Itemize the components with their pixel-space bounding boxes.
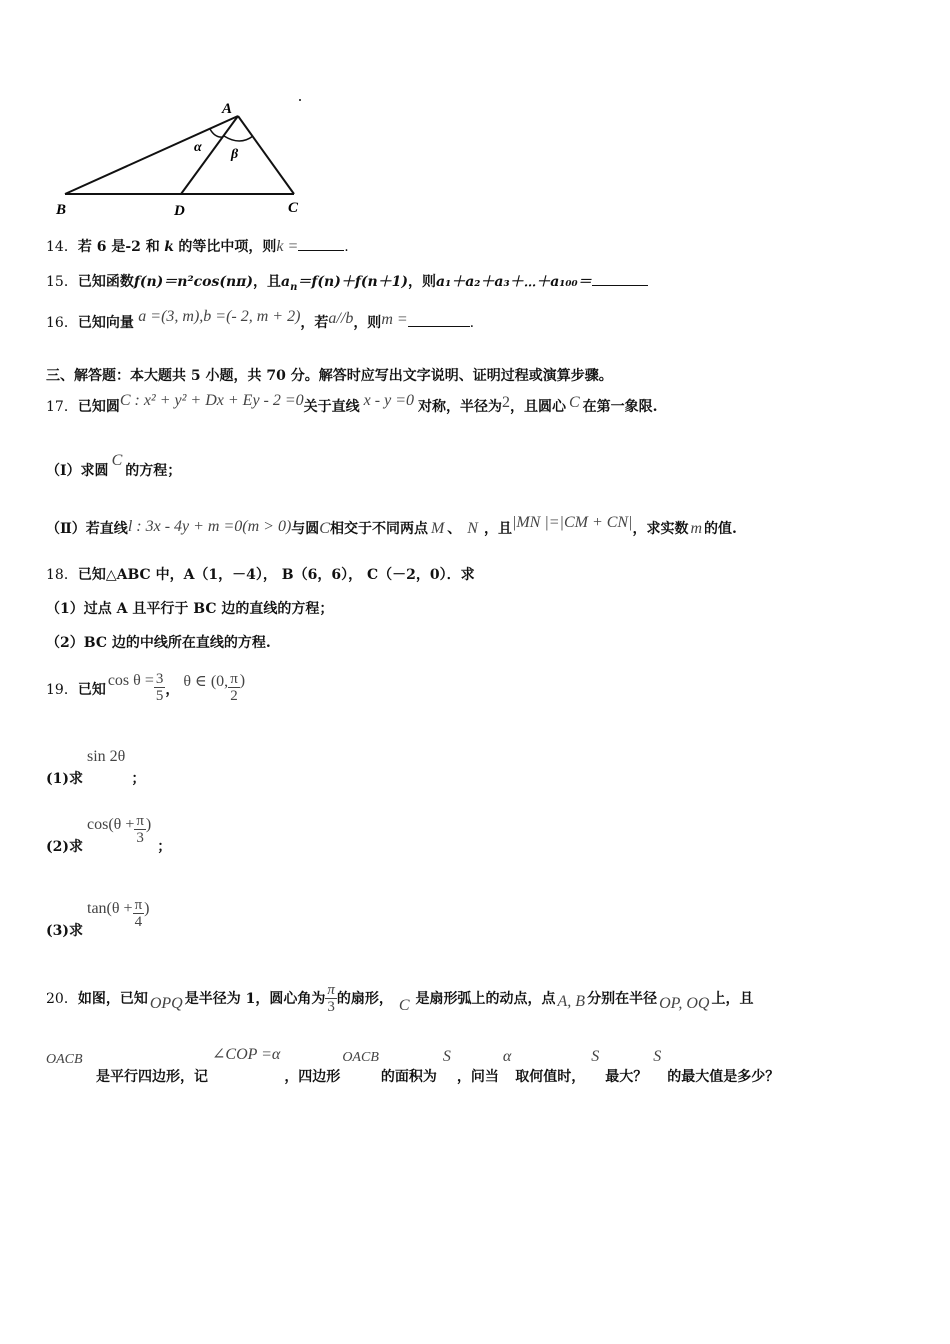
q20-t9: 的面积为 (380, 1069, 437, 1085)
q17-math-line: x - y =0 (363, 392, 414, 409)
q17-math-radius: 2 (502, 394, 510, 411)
q20-t10: ，问当 (456, 1069, 499, 1085)
q19-p1-end: ； (131, 771, 146, 787)
angle-beta-arc (224, 136, 253, 141)
q20-m1: OPQ (149, 995, 183, 1012)
q18-number: 18． (46, 567, 78, 583)
q16-number: 16． (46, 315, 78, 331)
q20-t5: 分别在半径 (587, 991, 658, 1007)
q20-line2-wrap (46, 1050, 96, 1086)
q17-p2-math-c: C (319, 520, 330, 537)
q20-t11: 取何值时， (515, 1069, 586, 1085)
label-d: D (174, 203, 185, 219)
question-19-part3 (46, 894, 149, 940)
q15-func: f(n)＝n²cos(nπ) (133, 274, 254, 290)
q19-comma: ， (165, 682, 180, 698)
q17-p2-math-abs: |MN |=|CM + CN| (511, 514, 633, 531)
q19-p3-label: (3)求 (46, 923, 83, 939)
q19-p2-frac (134, 813, 146, 846)
q20-m4: OP, OQ (659, 995, 710, 1012)
q14-number: 14． (46, 239, 78, 255)
q16-text1: 已知向量 (77, 315, 134, 331)
q19-p2-end: ； (157, 839, 172, 855)
q17-text5: 在第一象限. (582, 399, 658, 415)
question-18-part1: （1）过点 A 且平行于 BC 边的直线的方程； (46, 601, 334, 617)
question-15 (46, 271, 648, 293)
question-20-line2 (46, 1046, 779, 1086)
q20-m5: OACB (46, 1052, 83, 1067)
side-ac (238, 116, 294, 194)
angle-alpha-arc (210, 129, 223, 137)
q17-p2-text5: ，求实数 (632, 521, 689, 537)
q19-p1-label: (1)求 (46, 771, 83, 787)
q17-p1-label: （Ⅰ）求圆 (46, 463, 109, 479)
q17-p2-text1: 与圆 (291, 521, 320, 537)
q19-close: ) (239, 672, 246, 689)
q19-pi: π (230, 670, 238, 687)
q20-t1: 如图，已知 (77, 991, 148, 1007)
q19-p3-close: ) (144, 900, 150, 917)
triangle-figure (50, 90, 340, 220)
q20-m8: S (442, 1048, 451, 1065)
q17-text4: ，且圆心 (510, 399, 566, 415)
question-19 (46, 666, 245, 712)
q19-p2-label: (2)求 (46, 839, 83, 855)
q20-m3: A, B (557, 993, 586, 1010)
question-18 (46, 564, 475, 584)
q20-t4: 是扇形弧上的动点，点 (415, 991, 556, 1007)
q20-m7: OACB (342, 1050, 379, 1065)
question-18-part2: （2）BC 边的中线所在直线的方程. (46, 635, 271, 651)
segment-ad (181, 116, 238, 194)
q19-two: 2 (230, 687, 238, 704)
question-20 (46, 976, 753, 1020)
q17-p2-math-n: N (467, 520, 478, 537)
side-ab (65, 116, 238, 194)
q15-number: 15． (46, 274, 78, 290)
q17-number: 17． (46, 399, 78, 415)
label-a: A (222, 101, 233, 117)
q16-math-parallel: a//b (328, 310, 354, 327)
q20-t6: 上，且 (711, 991, 754, 1007)
q20-den: 3 (327, 998, 335, 1015)
q15-text1: 已知函数 (77, 274, 134, 290)
q19-frac-3-5 (154, 671, 166, 704)
label-alpha: α (194, 140, 202, 155)
q16-text3: ，则 (353, 315, 382, 331)
q19-p3-frac (133, 897, 145, 930)
q20-t12: 最大？ (605, 1069, 648, 1085)
q20-m9: α (502, 1048, 512, 1065)
q20-pi: π (327, 981, 335, 998)
q17-p1-math: C (111, 452, 123, 469)
stray-dot (299, 99, 301, 101)
q17-p2-text6: 的值. (704, 521, 737, 537)
question-16 (46, 308, 475, 332)
q16-math-vectors: a =(3, m),b =(- 2, m + 2) (138, 308, 301, 325)
q20-t7: 是平行四边形，记 (96, 1069, 208, 1085)
q17-p2-math-m2: m (690, 520, 703, 537)
q19-p1-math: sin 2θ (87, 748, 126, 765)
q20-t8: ，四边形 (284, 1069, 341, 1085)
q20-t13: 的最大值是多少？ (667, 1069, 780, 1085)
q15-an: a (281, 274, 291, 290)
q20-number: 20． (46, 991, 78, 1007)
q14-text1: 若 6 是-2 和 (77, 239, 160, 255)
q15-an-sub: n (290, 281, 298, 293)
q17-text1: 已知圆 (77, 399, 120, 415)
q19-cos: cos θ = (107, 672, 154, 689)
q20-m11: S (653, 1048, 662, 1065)
q17-p2-math-line: l : 3x - 4y + m =0(m > 0) (127, 518, 292, 535)
question-19-part1 (46, 748, 145, 788)
q20-t3: 的扇形， (336, 991, 393, 1007)
q15-an-def: ＝f(n)＋f(n＋1) (297, 274, 409, 290)
q15-text2: ，且 (253, 274, 282, 290)
question-17-part1 (46, 452, 182, 480)
section-3-title: 三、解答题：本大题共 5 小题，共 70 分。解答时应写出文字说明、证明过程或演算步骤。 (46, 368, 613, 384)
q19-frac-pi-2 (228, 671, 240, 704)
q19-p2-close: ) (145, 816, 152, 833)
q15-sum: a₁＋a₂＋a₃＋⋯＋a₁₀₀＝ (436, 274, 592, 290)
question-17 (46, 392, 658, 416)
q19-p2-pi: π (136, 813, 144, 829)
question-19-part2 (46, 810, 171, 856)
q17-text3: 对称，半径为 (418, 399, 502, 415)
q19-frac-den: 5 (155, 687, 164, 704)
label-b: B (56, 202, 67, 218)
q17-math-circle: C : x² + y² + Dx + Ey - 2 =0 (119, 392, 304, 409)
q19-number: 19． (46, 682, 78, 698)
q16-math-m: m = (381, 311, 408, 328)
q14-k: k (164, 239, 174, 255)
q19-p2-den: 3 (136, 830, 144, 846)
q19-p3-den: 4 (134, 914, 143, 930)
q14-end: . (344, 239, 349, 255)
q17-p2-text4: ，且 (483, 521, 512, 537)
q14-answer-blank[interactable] (298, 238, 344, 251)
q17-text2: 关于直线 (303, 399, 360, 415)
q17-p1-text: 的方程； (125, 463, 182, 479)
q20-m6: ∠COP =α (212, 1046, 281, 1063)
question-17-part2 (46, 514, 737, 538)
q19-theta: θ ∈ (0, (183, 673, 229, 690)
q18-text: 已知△ABC 中，A（1，－4）， B（6，6）， C（－2，0）．求 (77, 567, 475, 583)
q20-m2: C (398, 997, 410, 1014)
q19-text: 已知 (77, 682, 106, 698)
q17-p2-text2: 相交于不同两点 (329, 521, 428, 537)
q14-text2: 的等比中项，则 (178, 239, 277, 255)
label-beta: β (231, 147, 239, 162)
q17-p2-text3: 、 (447, 521, 462, 537)
q15-answer-blank[interactable] (592, 273, 648, 286)
q19-p3-pi: π (134, 897, 143, 913)
q16-answer-blank[interactable] (408, 314, 470, 327)
q17-p2-math-m: M (430, 520, 445, 537)
q20-m10: S (591, 1048, 600, 1065)
label-c: C (288, 200, 299, 216)
q16-end: . (469, 315, 475, 331)
q19-p3-math: tan(θ + (87, 900, 133, 917)
q16-text2: ，若 (300, 315, 329, 331)
q17-p2-label: （Ⅱ）若直线 (46, 521, 128, 537)
q14-math: k = (276, 238, 299, 255)
question-14 (46, 236, 349, 256)
q20-t2: 是半径为 1，圆心角为 (184, 991, 326, 1007)
q15-text3: ，则 (408, 274, 437, 290)
q17-math-c: C (569, 394, 580, 411)
q19-frac-num: 3 (155, 670, 164, 687)
q19-p2-math: cos(θ + (87, 816, 135, 833)
q20-frac-pi-3 (325, 982, 337, 1015)
